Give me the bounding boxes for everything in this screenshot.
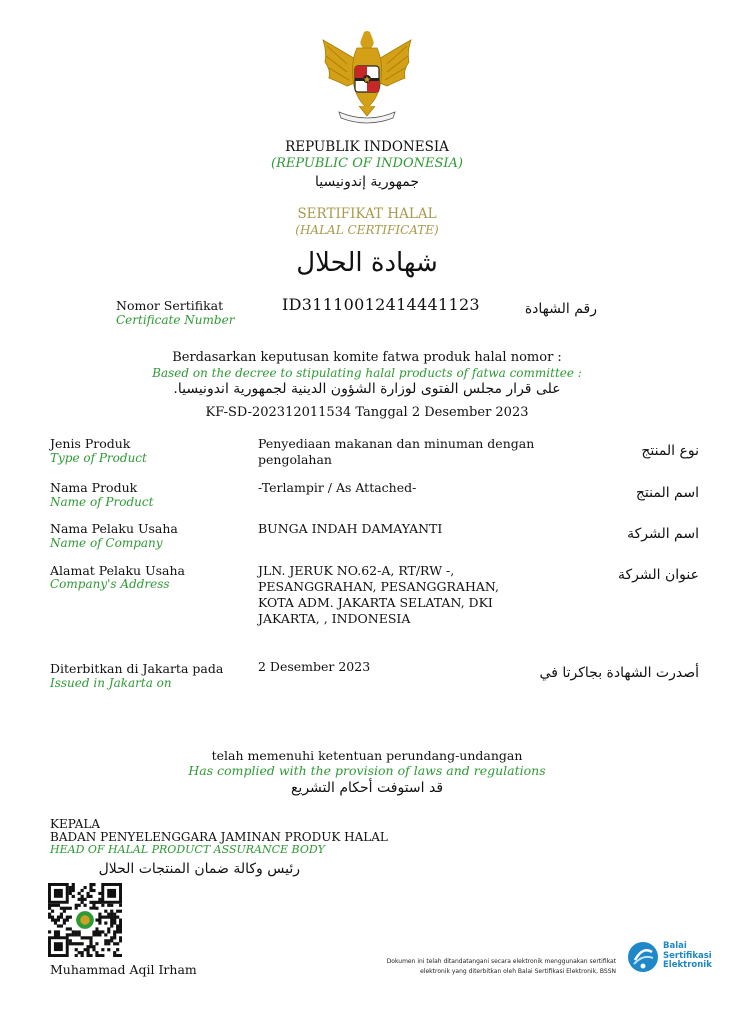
esign-note-line2: elektronik yang diterbitkan oleh Balai Sertifikasi Elektronik, BSSN <box>420 968 616 975</box>
decree-reference: KF-SD-202312011534 Tanggal 2 Desember 2023 <box>205 405 529 420</box>
issued-label-en: Issued in Jakarta on <box>50 676 172 690</box>
field-label-ar: نوع المنتج <box>641 443 699 459</box>
decree-line-ar: على قرار مجلس الفتوى لوزارة الشؤون الدينية لجمهورية اندونيسيا. <box>173 381 561 397</box>
issued-label-ar: أصدرت الشهادة بجاكرتا في <box>539 665 699 681</box>
compliance-line-en: Has complied with the provision of laws and regulations <box>188 763 546 778</box>
certificate-number-label-ar: رقم الشهادة <box>524 301 597 317</box>
compliance-line: telah memenuhi ketentuan perundang-undangan <box>211 748 523 763</box>
bsre-text-3: Elektronik <box>663 960 712 970</box>
bsre-text-1: Balai <box>663 941 687 951</box>
field-label-en: Company's Address <box>50 577 170 591</box>
bsre-logo <box>626 940 726 980</box>
country-name: REPUBLIK INDONESIA <box>285 139 449 155</box>
bsre-text-2: Sertifikasi <box>663 950 712 961</box>
field-value: BUNGA INDAH DAMAYANTI <box>258 521 443 536</box>
field-value: JLN. JERUK NO.62-A, RT/RW -, PESANGGRAHAN, PESANGGRAHAN, KOTA ADM. JAKARTA SELATAN, DKI JAKARTA, , INDONESIA <box>258 563 499 626</box>
decree-line: Berdasarkan keputusan komite fatwa produk halal nomor : <box>172 350 562 365</box>
certificate-title-ar: شهادة الحلال <box>296 248 438 278</box>
field-label-en: Name of Company <box>50 536 163 550</box>
field-label-ar: اسم المنتج <box>635 485 699 501</box>
country-name-ar: جمهورية إندونيسيا <box>314 174 420 190</box>
bsre-logo-icon <box>626 940 660 974</box>
field-label: Alamat Pelaku Usaha <box>50 563 185 578</box>
signatory-role: KEPALA <box>50 817 100 831</box>
signatory-agency: BADAN PENYELENGGARA JAMINAN PRODUK HALAL <box>50 830 388 844</box>
country-name-en: (REPUBLIC OF INDONESIA) <box>271 156 463 171</box>
certificate-number: ID31110012414441123 <box>282 295 480 314</box>
field-label-ar: اسم الشركة <box>627 526 699 542</box>
compliance-line-ar: قد استوفت أحكام التشريع <box>290 780 444 796</box>
signatory-name: Muhammad Aqil Irham <box>50 962 197 977</box>
field-label: Jenis Produk <box>50 436 131 451</box>
field-label-en: Type of Product <box>50 451 147 465</box>
field-label: Nama Produk <box>50 480 138 495</box>
field-label: Nama Pelaku Usaha <box>50 521 178 536</box>
certificate-title-en: (HALAL CERTIFICATE) <box>295 223 439 237</box>
certificate-number-label-en: Certificate Number <box>116 313 235 327</box>
field-value: Penyediaan makanan dan minuman dengan pengolahan <box>258 436 535 467</box>
qr-code <box>48 883 122 957</box>
signatory-agency-ar: رئيس وكالة ضمان المنتجات الحلال <box>98 861 300 877</box>
certificate-title: SERTIFIKAT HALAL <box>297 206 437 222</box>
esign-note-line1: Dokumen ini telah ditandatangani secara elektronik menggunakan sertifikat <box>386 958 616 965</box>
certificate-number-label: Nomor Sertifikat <box>116 298 224 313</box>
garuda-emblem <box>317 30 417 125</box>
signatory-agency-en: HEAD OF HALAL PRODUCT ASSURANCE BODY <box>50 843 325 856</box>
esign-note <box>330 957 616 977</box>
field-value: -Terlampir / As Attached- <box>258 480 417 495</box>
decree-line-en: Based on the decree to stipulating halal products of fatwa committee : <box>152 366 582 380</box>
field-label-en: Name of Product <box>50 495 154 509</box>
field-label-ar: عنوان الشركة <box>618 567 699 583</box>
issued-date: 2 Desember 2023 <box>258 659 371 674</box>
issued-label: Diterbitkan di Jakarta pada <box>50 661 224 676</box>
